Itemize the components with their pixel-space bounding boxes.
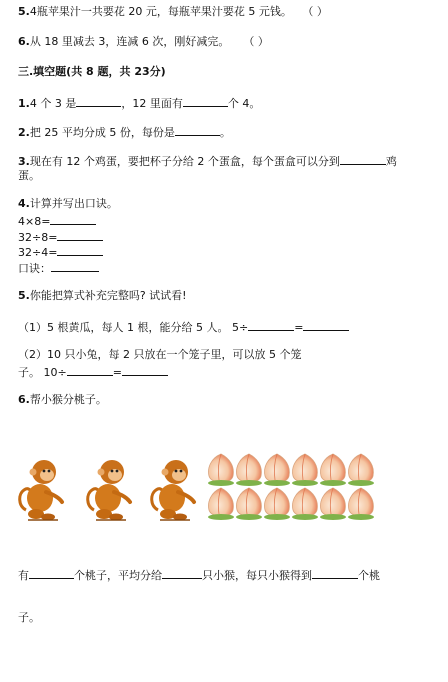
answer-blank[interactable] (29, 567, 74, 579)
sub-question-2-cont (18, 364, 168, 380)
peach-icon (348, 454, 374, 486)
peach-icon (320, 454, 346, 486)
peach-icon (236, 454, 262, 486)
question-number: 6. (18, 393, 30, 406)
question-text: 把 25 平均分成 5 份，每份是 (29, 126, 175, 139)
question-text: 帮小猴分桃子。 (29, 393, 107, 406)
answer-blank[interactable] (340, 153, 386, 165)
answer-blank[interactable] (183, 95, 228, 107)
question-number: 2. (18, 126, 30, 139)
answer-blank[interactable] (248, 319, 294, 331)
answer-blank[interactable] (122, 364, 168, 376)
answer-blank[interactable] (175, 124, 220, 136)
equals-sign: = (112, 366, 122, 379)
monkey-icon (88, 460, 130, 521)
question-text: 4瓶苹果汁一共要花 20 元，每瓶苹果汁要花 5 元钱。 (29, 5, 292, 18)
answer-blank[interactable] (76, 95, 121, 107)
peach-icon (236, 488, 262, 520)
question-text: 个桃 (358, 569, 380, 582)
question-number: 5. (18, 5, 30, 18)
fill-question-3 (18, 153, 397, 169)
answer-blank[interactable] (162, 567, 202, 579)
question-text: 鸡 (385, 155, 397, 168)
peach-icon (208, 488, 234, 520)
peach-icon (348, 488, 374, 520)
question-number: 1. (18, 97, 30, 110)
question-number: 4. (18, 197, 30, 210)
peach-icon (264, 454, 290, 486)
answer-blank[interactable] (303, 319, 349, 331)
peaches-picture (207, 450, 379, 522)
monkeys-picture (18, 452, 206, 526)
expression: 口诀： (18, 262, 51, 275)
expression: 4×8= (18, 215, 51, 228)
answer-paren[interactable]: （ ） (302, 5, 328, 18)
answer-blank[interactable] (50, 213, 96, 225)
peach-icon (320, 488, 346, 520)
question-text: 有 (18, 569, 29, 582)
question-text: 个 4。 (227, 97, 261, 110)
fill-question-2 (18, 124, 231, 140)
peach-icon (292, 454, 318, 486)
question-text: 计算并写出口诀。 (29, 197, 118, 210)
peach-row-top (208, 454, 374, 486)
peach-icon (292, 488, 318, 520)
peach-icon (264, 488, 290, 520)
question-text: 只小猴，每只小猴得到 (202, 569, 312, 582)
fill-question-6 (18, 393, 107, 407)
expression: 32÷8= (18, 231, 58, 244)
peach-answer-line-cont: 子。 (18, 611, 40, 624)
question-text: 从 18 里减去 3，连减 6 次，刚好减完。 (29, 35, 230, 48)
answer-blank[interactable] (51, 260, 99, 272)
answer-paren[interactable]: （ ） (243, 35, 269, 48)
calc-line-4 (18, 260, 99, 276)
question-text: 个桃子，平均分给 (74, 569, 162, 582)
question-text: 4 个 3 是 (29, 97, 77, 110)
monkey-icon (152, 460, 194, 521)
fill-question-4 (18, 197, 118, 211)
monkey-icon (20, 460, 62, 521)
answer-blank[interactable] (57, 244, 103, 256)
question-number: 5. (18, 289, 30, 302)
question-text: （1）5 根黄瓜，每人 1 根，能分给 5 人。 5÷ (18, 321, 249, 334)
sub-question-2: （2）10 只小兔，每 2 只放在一个笼子里，可以放 5 个笼 (18, 348, 302, 361)
question-text: ，12 里面有 (121, 97, 183, 110)
question-number: 6. (18, 35, 30, 48)
calc-line-1 (18, 213, 96, 229)
expression: 32÷4= (18, 246, 58, 259)
question-number: 3. (18, 155, 30, 168)
fill-question-1 (18, 95, 260, 111)
fill-question-3-cont: 蛋。 (18, 169, 40, 182)
question-text: 子。 10÷ (18, 366, 67, 379)
calc-line-3 (18, 244, 103, 260)
section-title: 三.填空题(共 8 题，共 23分) (18, 65, 166, 78)
peach-row-bottom (208, 488, 374, 520)
calc-line-2 (18, 229, 103, 245)
question-text: 你能把算式补充完整吗? 试试看! (29, 289, 187, 302)
answer-blank[interactable] (57, 229, 103, 241)
answer-blank[interactable] (312, 567, 358, 579)
sub-question-1 (18, 319, 349, 335)
judge-question-6 (18, 35, 269, 49)
question-text: 。 (219, 126, 231, 139)
question-text: 现在有 12 个鸡蛋，要把杯子分给 2 个蛋盒，每个蛋盒可以分到 (29, 155, 340, 168)
judge-question-5 (18, 5, 328, 19)
fill-question-5 (18, 289, 187, 303)
answer-blank[interactable] (67, 364, 113, 376)
peach-icon (208, 454, 234, 486)
equals-sign: = (294, 321, 304, 334)
peach-answer-line (18, 567, 380, 583)
